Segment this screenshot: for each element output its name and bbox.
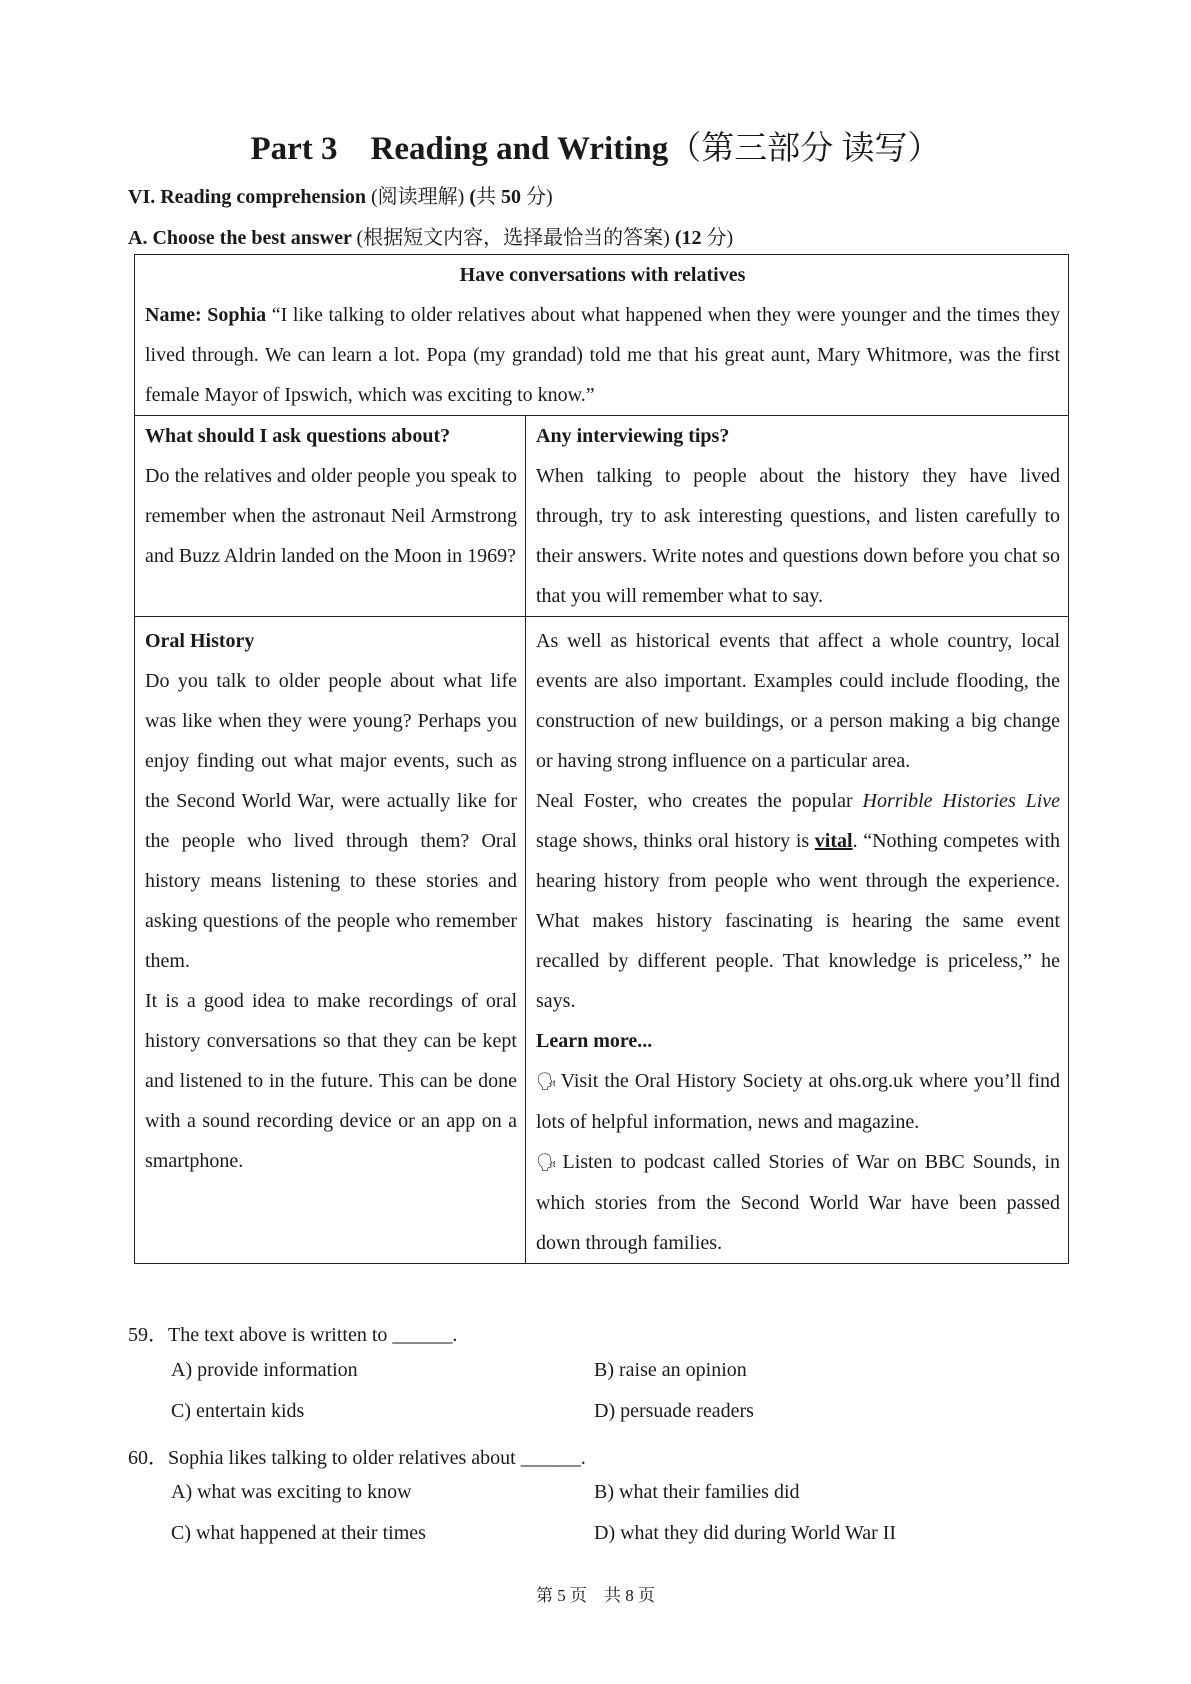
passage-row-oral-history <box>135 617 1069 1264</box>
oral-history-cell <box>135 617 526 1264</box>
option-60-a[interactable]: A) what was exciting to know <box>171 1481 412 1503</box>
interviewing-tips-text: When talking to people about the history they have lived through, try to ask interesting questions, and listen carefully to their answers. Write notes and questions down before you chat so that you will remember what to say. <box>536 465 1061 607</box>
ask-questions-cell <box>135 416 526 617</box>
events-and-resources-cell <box>526 617 1069 1264</box>
section-label: A. Choose the best answer <box>128 227 357 249</box>
interviewing-tips-heading: Any interviewing tips? <box>536 425 730 447</box>
section-score-unit: 分) <box>706 227 734 249</box>
title-chinese: （第三部分 读写） <box>668 131 941 167</box>
option-59-c[interactable]: C) entertain kids <box>171 1400 305 1422</box>
neal-foster-text-3: . “Nothing competes with hearing history from people who went through the experience. What makes history fascinating is hearing the same event recalled by different people. That knowledge is priceless,” he says. <box>536 830 1061 1012</box>
section-paren: ( <box>469 186 476 208</box>
passage-row-questions-tips <box>135 416 1069 617</box>
page-footer: 第 5 页 共 8 页 <box>536 1586 655 1605</box>
resource-bullet-1 <box>536 1061 1060 1142</box>
question-number: 59． <box>128 1324 168 1346</box>
sophia-quote <box>145 295 1060 415</box>
neal-foster-paragraph <box>536 781 1060 1021</box>
underlined-word-vital: vital <box>814 830 853 852</box>
option-59-d[interactable]: D) persuade readers <box>594 1400 754 1422</box>
option-60-b[interactable]: B) what their families did <box>594 1481 800 1503</box>
neal-foster-text-2: stage shows, thinks oral history is <box>536 830 815 852</box>
question-59 <box>128 1318 457 1347</box>
reading-passage-table <box>134 254 1069 1264</box>
section-label-cn: (阅读理解) <box>371 186 470 208</box>
section-score-cn: 共 <box>476 186 501 208</box>
question-60 <box>128 1441 586 1470</box>
section-heading-choose-best-answer <box>128 221 733 250</box>
resource-bullet-2-text: Listen to podcast called Stories of War on BBC Sounds, in which stories from the Second World War have been passed down through families. <box>536 1151 1061 1254</box>
section-label-cn: (根据短文内容，选择最恰当的答案) <box>356 227 675 249</box>
speaking-head-icon: 🗣 <box>536 1153 561 1173</box>
sophia-text: “I like talking to older relatives about what happened when they were younger and the times they lived through. We can learn a lot. Popa (my grandad) told me that his great aunt, Mary Whitmore, was the first female Mayor of Ipswich, which was exciting to know.” <box>145 304 1061 406</box>
oral-history-paragraph-2: It is a good idea to make recordings of oral history conversations so that they can be kept and listened to in the future. This can be done with a sound recording device or an app on a smartphone. <box>145 990 517 1172</box>
title-english: Part 3 Reading and Writing <box>250 131 669 167</box>
section-score: 50 <box>501 186 521 208</box>
option-59-a[interactable]: A) provide information <box>171 1359 358 1381</box>
local-events-paragraph: As well as historical events that affect a whole country, local events are also important. Examples could include flooding, the construction of new buildings, or a person making a big change or having strong influence on a particular area. <box>536 630 1061 772</box>
option-60-c[interactable]: C) what happened at their times <box>171 1522 426 1544</box>
learn-more-heading: Learn more... <box>536 1030 653 1052</box>
interviewing-tips-cell <box>526 416 1069 617</box>
show-title: Horrible Histories Live <box>862 790 1061 812</box>
resource-bullet-2 <box>536 1142 1060 1263</box>
question-stem: Sophia likes talking to older relatives about ______. <box>168 1447 586 1469</box>
section-label: VI. Reading comprehension <box>128 186 371 208</box>
option-59-b[interactable]: B) raise an opinion <box>594 1359 747 1381</box>
passage-intro-cell <box>135 255 1069 416</box>
ask-questions-heading: What should I ask questions about? <box>145 425 451 447</box>
resource-bullet-1-text: Visit the Oral History Society at ohs.org.uk where you’ll find lots of helpful information, news and magazine. <box>536 1070 1060 1133</box>
oral-history-heading: Oral History <box>145 630 255 652</box>
question-number: 60． <box>128 1447 168 1469</box>
sophia-label: Name: Sophia <box>145 304 267 326</box>
page-title <box>0 122 1191 169</box>
ask-questions-text: Do the relatives and older people you speak to remember when the astronaut Neil Armstrong and Buzz Aldrin landed on the Moon in 1969? <box>145 465 517 567</box>
section-heading-reading-comprehension <box>128 180 553 209</box>
speaking-head-icon: 🗣 <box>536 1072 559 1092</box>
question-stem: The text above is written to ______. <box>168 1324 458 1346</box>
section-score-unit: 分) <box>521 186 553 208</box>
oral-history-paragraph-1: Do you talk to older people about what life was like when they were young? Perhaps you enjoy finding out what major events, such as the Second World War, were actually like for the people who lived through them? Oral history means listening to these stories and asking questions of the people who remember them. <box>145 670 517 972</box>
option-60-d[interactable]: D) what they did during World War II <box>594 1522 897 1544</box>
neal-foster-text-1: Neal Foster, who creates the popular <box>536 790 863 812</box>
section-score: (12 <box>674 227 707 249</box>
passage-title: Have conversations with relatives <box>459 264 746 286</box>
passage-header-row <box>135 255 1069 416</box>
